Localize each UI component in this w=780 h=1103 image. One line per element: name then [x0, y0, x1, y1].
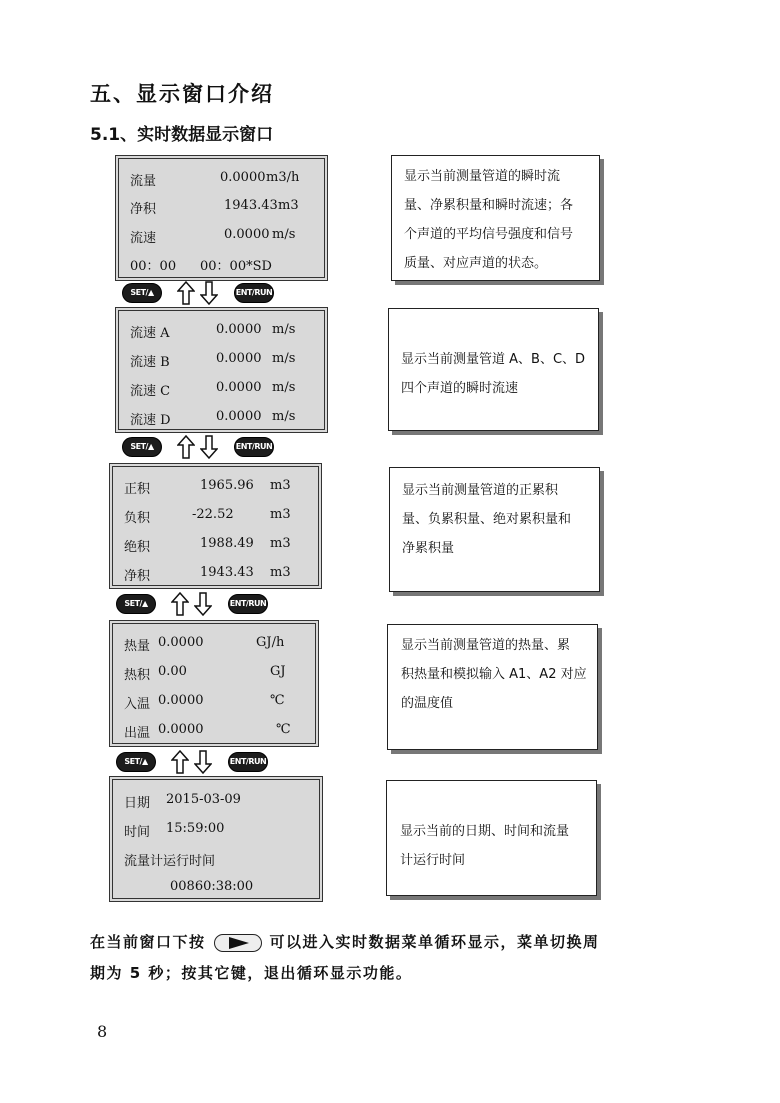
- lcd-row-label: 出温: [124, 726, 151, 741]
- lcd-row-value: -22.52: [192, 507, 234, 522]
- lcd-row-value: 0.0000: [216, 351, 262, 366]
- lcd-row-unit: m/s: [272, 380, 296, 395]
- set-up-key[interactable]: SET/▲: [122, 283, 162, 303]
- lcd-window-velocity: [115, 307, 328, 433]
- down-arrow-icon: [194, 750, 212, 774]
- lcd-row-value: 2015-03-09: [166, 792, 241, 807]
- lcd-row-unit: m3/h: [266, 170, 300, 185]
- page-number: 8: [97, 1022, 108, 1041]
- description-line: 显示当前的日期、时间和流量: [400, 824, 570, 839]
- lcd-row-value: 0.0000: [216, 380, 262, 395]
- description-line: 量、负累积量、绝对累积量和: [402, 512, 572, 527]
- lcd-row-value: 0.0000: [224, 227, 270, 242]
- lcd-row-label: 负积: [124, 511, 151, 526]
- lcd-row-value: 0.0000: [158, 722, 204, 737]
- lcd-row-label: 正积: [124, 482, 151, 497]
- description-line: 显示当前测量管道的瞬时流: [404, 169, 561, 184]
- lcd-row-value: 0.00: [158, 664, 187, 679]
- down-arrow-icon: [200, 281, 218, 305]
- instruction-text-before: 在当前窗口下按: [90, 933, 206, 951]
- lcd-row-value: 1943.43: [200, 565, 254, 580]
- right-arrow-key-icon: [214, 934, 262, 952]
- lcd-row-unit: m/s: [272, 409, 296, 424]
- lcd-row-value: 0.0000: [158, 693, 204, 708]
- section-heading: 5.1、实时数据显示窗口: [90, 125, 274, 145]
- up-arrow-icon: [171, 592, 189, 616]
- description-line: 显示当前测量管道的热量、累: [401, 638, 571, 653]
- up-arrow-icon: [177, 435, 195, 459]
- ent-run-key[interactable]: ENT/RUN: [234, 437, 274, 457]
- lcd-row-label: 绝积: [124, 540, 151, 555]
- description-line: 四个声道的瞬时流速: [401, 381, 519, 396]
- lcd-row-label: 热积: [124, 668, 151, 683]
- lcd-window-flow: [115, 155, 328, 281]
- description-box: [387, 624, 598, 750]
- lcd-row-label: 流速 C: [130, 384, 171, 399]
- description-box: [386, 780, 597, 896]
- up-arrow-icon: [177, 281, 195, 305]
- lcd-row-label: 流速 B: [130, 355, 170, 370]
- lcd-row-unit: m3: [270, 565, 291, 580]
- set-up-key[interactable]: SET/▲: [116, 752, 156, 772]
- instruction-line-1: [90, 931, 600, 952]
- lcd-row-unit: m/s: [272, 227, 296, 242]
- lcd-row-label: 流速 D: [130, 413, 171, 428]
- lcd-row-label: 入温: [124, 697, 151, 712]
- navigation-keys: [116, 750, 276, 774]
- description-line: 量、净累积量和瞬时流速；各: [404, 198, 574, 213]
- lcd-row-label: 净积: [130, 202, 157, 217]
- lcd-row-unit: m3: [270, 478, 291, 493]
- lcd-row-label: 流量计运行时间: [124, 854, 216, 869]
- lcd-row-value: 0.0000: [158, 635, 204, 650]
- lcd-row-value: 1965.96: [200, 478, 254, 493]
- lcd-row-label: 流速 A: [130, 326, 170, 341]
- lcd-row-value: 1988.49: [200, 536, 254, 551]
- instruction-line-2: 期为 5 秒；按其它键，退出循环显示功能。: [90, 964, 413, 982]
- lcd-row-label: 日期: [124, 796, 151, 811]
- description-line: 积热量和模拟输入 A1、A2 对应: [401, 667, 587, 682]
- description-line: 净累积量: [402, 541, 455, 556]
- lcd-row-value: 00：00*SD: [200, 259, 272, 274]
- lcd-row-label: 热量: [124, 639, 151, 654]
- instruction-text-after: 可以进入实时数据菜单循环显示，菜单切换周: [269, 933, 600, 951]
- description-line: 显示当前测量管道 A、B、C、D: [401, 352, 586, 367]
- lcd-row-value: 00860:38:00: [170, 879, 254, 894]
- lcd-row-unit: m3: [270, 536, 291, 551]
- lcd-row-value: 0.0000: [216, 322, 262, 337]
- lcd-row-label: 流量: [130, 174, 157, 189]
- description-box: [388, 308, 599, 431]
- ent-run-key[interactable]: ENT/RUN: [228, 752, 268, 772]
- lcd-row-value: 0.0000: [216, 409, 262, 424]
- ent-run-key[interactable]: ENT/RUN: [228, 594, 268, 614]
- navigation-keys: [122, 281, 282, 305]
- lcd-row-unit: ℃: [270, 693, 285, 708]
- down-arrow-icon: [200, 435, 218, 459]
- description-line: 计运行时间: [400, 853, 466, 868]
- description-box: [391, 155, 600, 281]
- lcd-window-totals: [109, 463, 322, 589]
- ent-run-key[interactable]: ENT/RUN: [234, 283, 274, 303]
- lcd-row-label: 时间: [124, 825, 151, 840]
- lcd-row-value: 0.0000: [220, 170, 266, 185]
- lcd-row-label: 净积: [124, 569, 151, 584]
- lcd-row-unit: m/s: [272, 322, 296, 337]
- lcd-row-unit: m/s: [272, 351, 296, 366]
- lcd-row-unit: m3: [270, 507, 291, 522]
- navigation-keys: [122, 435, 282, 459]
- lcd-row-label: 00：00: [130, 259, 177, 274]
- lcd-row-unit: GJ/h: [256, 635, 285, 650]
- set-up-key[interactable]: SET/▲: [122, 437, 162, 457]
- up-arrow-icon: [171, 750, 189, 774]
- description-line: 个声道的平均信号强度和信号: [404, 227, 574, 242]
- lcd-row-value: 1943.43: [224, 198, 278, 213]
- lcd-row-unit: m3: [278, 198, 299, 213]
- page-heading: 五、显示窗口介绍: [90, 82, 274, 106]
- description-line: 的温度值: [401, 696, 454, 711]
- lcd-row-unit: ℃: [276, 722, 291, 737]
- down-arrow-icon: [194, 592, 212, 616]
- description-line: 显示当前测量管道的正累积: [402, 483, 559, 498]
- set-up-key[interactable]: SET/▲: [116, 594, 156, 614]
- lcd-row-value: 15:59:00: [166, 821, 225, 836]
- description-box: [389, 467, 600, 592]
- description-line: 质量、对应声道的状态。: [404, 256, 548, 271]
- lcd-window-heat: [109, 620, 319, 747]
- lcd-row-unit: GJ: [270, 664, 286, 679]
- lcd-window-datetime: [109, 776, 323, 902]
- navigation-keys: [116, 592, 276, 616]
- lcd-row-label: 流速: [130, 231, 157, 246]
